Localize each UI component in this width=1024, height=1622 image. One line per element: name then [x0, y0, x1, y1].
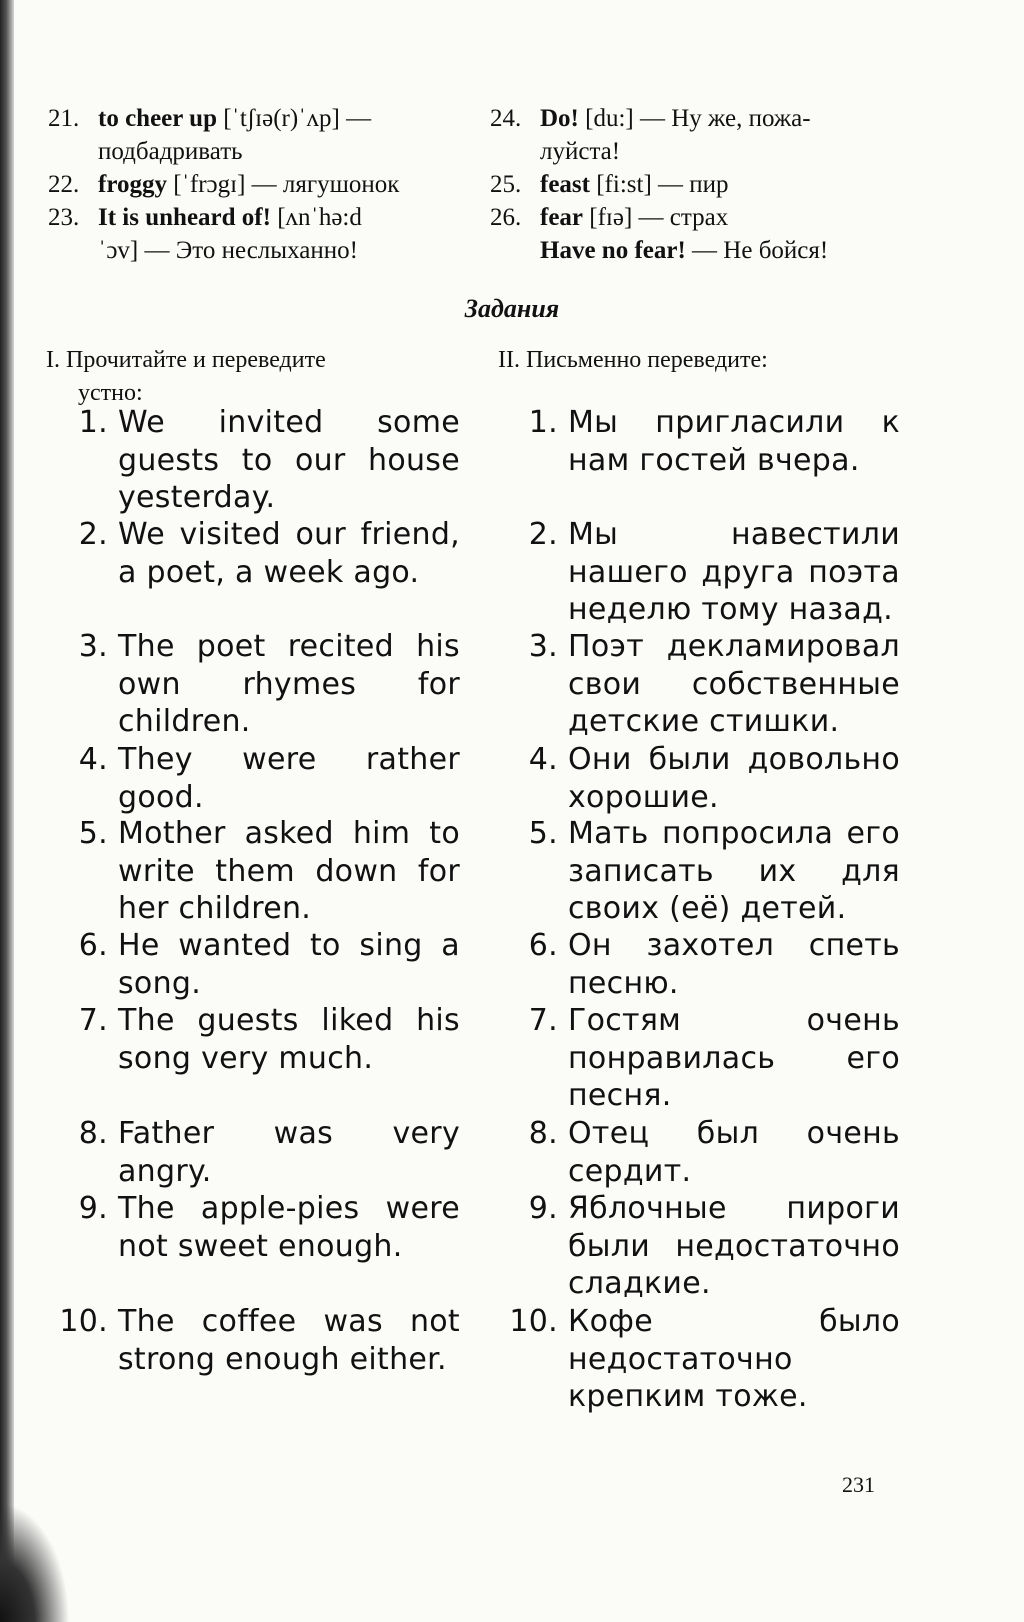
- exercise-number: 1.: [528, 405, 558, 440]
- vocab-definition: [fɪə] — страх: [583, 204, 729, 231]
- exercise-item: [50, 1002, 460, 1077]
- instruction-right: II. Письменно переведите:: [498, 347, 768, 373]
- vocab-term: fear: [540, 204, 584, 231]
- exercise-item: [50, 1115, 460, 1190]
- exercise-number: 7.: [78, 1003, 108, 1038]
- vocab-definition: — Не бойся!: [685, 237, 829, 264]
- vocab-entry: [48, 102, 448, 135]
- instruction-text-cont: устно:: [78, 380, 143, 406]
- exercise-number: 3.: [78, 629, 108, 664]
- exercise-text: The coffee was not strong enough either.: [118, 1304, 460, 1377]
- vocab-definition: [ʌnˈhə:d: [270, 204, 362, 231]
- vocab-definition-cont: луйста!: [540, 138, 621, 165]
- vocab-entry: [48, 201, 448, 234]
- exercise-item: [50, 628, 460, 741]
- exercise-text: Гостям очень понравилась его песня.: [568, 1003, 900, 1113]
- exercise-text: Мы навестили нашего друга поэта неделю тому назад.: [568, 517, 900, 627]
- exercise-item: [500, 1303, 900, 1416]
- vocab-term: feast: [540, 171, 590, 198]
- exercise-number: 1.: [78, 405, 108, 440]
- exercise-text: Кофе было недостаточно крепким тоже.: [568, 1304, 900, 1414]
- exercise-text: Отец был очень сердит.: [568, 1116, 900, 1189]
- vocab-definition: [ˈtʃɪə(r)ˈʌp] —: [216, 105, 372, 132]
- exercise-number: 3.: [528, 629, 558, 664]
- exercise-number: 10.: [509, 1304, 558, 1339]
- exercise-item: [500, 1115, 900, 1190]
- exercise-item: [50, 404, 460, 517]
- page-number: 231: [842, 1472, 875, 1497]
- vocab-term: It is unheard of!: [98, 204, 271, 231]
- exercise-item: [50, 516, 460, 591]
- exercise-text: They were rather good.: [118, 742, 460, 815]
- vocab-entry: [490, 201, 890, 234]
- vocab-number: 22.: [48, 171, 80, 198]
- vocab-number: 26.: [490, 204, 522, 231]
- vocab-term: froggy: [98, 171, 167, 198]
- exercise-item: [500, 628, 900, 741]
- vocab-number: 24.: [490, 105, 522, 132]
- exercise-number: 10.: [59, 1304, 108, 1339]
- vocab-definition: [ˈfrɔgɪ] — лягушонок: [166, 171, 400, 198]
- exercise-item: [50, 1190, 460, 1265]
- exercise-item: [500, 815, 900, 928]
- exercise-text: The guests liked his song very much.: [118, 1003, 460, 1076]
- exercise-number: 6.: [78, 928, 108, 963]
- exercise-text: He wanted to sing a song.: [118, 928, 460, 1001]
- exercise-number: 4.: [78, 742, 108, 777]
- exercise-item: [50, 815, 460, 928]
- exercise-item: [500, 516, 900, 629]
- vocab-entry: [490, 168, 890, 201]
- exercise-text: Он захотел спеть песню.: [568, 928, 900, 1001]
- exercise-text: We invited some guests to our house yesterday.: [118, 405, 460, 515]
- vocab-list-left: [48, 102, 448, 267]
- exercise-item: [500, 1190, 900, 1303]
- vocab-term: to cheer up: [98, 105, 217, 132]
- exercise-item: [500, 741, 900, 816]
- exercise-item: [500, 1002, 900, 1115]
- vocab-term: Have no fear!: [540, 237, 686, 264]
- exercise-number: 7.: [528, 1003, 558, 1038]
- instruction-text: I. Прочитайте и переведите: [46, 347, 326, 373]
- exercise-text: Father was very angry.: [118, 1116, 460, 1189]
- vocab-extra-entry: [490, 234, 890, 267]
- exercise-number: 4.: [528, 742, 558, 777]
- vocab-number: 21.: [48, 105, 80, 132]
- exercise-number: 2.: [78, 517, 108, 552]
- exercise-text: Mother asked him to write them down for her children.: [118, 816, 460, 926]
- exercise-number: 5.: [528, 816, 558, 851]
- exercise-text: The poet recited his own rhymes for children.: [118, 629, 460, 739]
- exercise-number: 5.: [78, 816, 108, 851]
- exercise-item: [50, 1303, 460, 1378]
- vocab-term: Do!: [540, 105, 579, 132]
- exercise-item: [500, 404, 900, 479]
- exercise-text: The apple-pies were not sweet enough.: [118, 1191, 460, 1264]
- exercise-number: 8.: [78, 1116, 108, 1151]
- exercise-text: Они были довольно хорошие.: [568, 742, 900, 815]
- instruction-left: [46, 344, 436, 410]
- exercise-number: 8.: [528, 1116, 558, 1151]
- vocab-definition-cont: ˈɔv] — Это неслыханно!: [98, 237, 358, 264]
- vocab-number: 23.: [48, 204, 80, 231]
- section-heading: Задания: [464, 294, 560, 323]
- vocab-number: 25.: [490, 171, 522, 198]
- exercise-text: Мать попросила его записать их для своих (её) детей.: [568, 816, 900, 926]
- vocab-definition: [du:] — Ну же, пожа-: [578, 105, 811, 132]
- exercise-text: Мы пригласили к нам гостей вчера.: [568, 405, 900, 478]
- vocab-definition-cont: подбадривать: [98, 138, 243, 165]
- vocab-definition: [fi:st] — пир: [589, 171, 729, 198]
- exercise-text: Поэт декламировал свои собственные детские стишки.: [568, 629, 900, 739]
- exercise-text: Яблочные пироги были недостаточно сладкие.: [568, 1191, 900, 1301]
- exercise-number: 6.: [528, 928, 558, 963]
- exercise-text: We visited our friend, a poet, a week ago.: [118, 517, 460, 590]
- vocab-entry: [490, 102, 890, 135]
- exercise-number: 2.: [528, 517, 558, 552]
- exercise-number: 9.: [78, 1191, 108, 1226]
- exercise-item: [50, 927, 460, 1002]
- exercise-item: [500, 927, 900, 1002]
- exercise-number: 9.: [528, 1191, 558, 1226]
- vocab-list-right: [490, 102, 890, 267]
- exercise-item: [50, 741, 460, 816]
- vocab-entry: [48, 168, 448, 201]
